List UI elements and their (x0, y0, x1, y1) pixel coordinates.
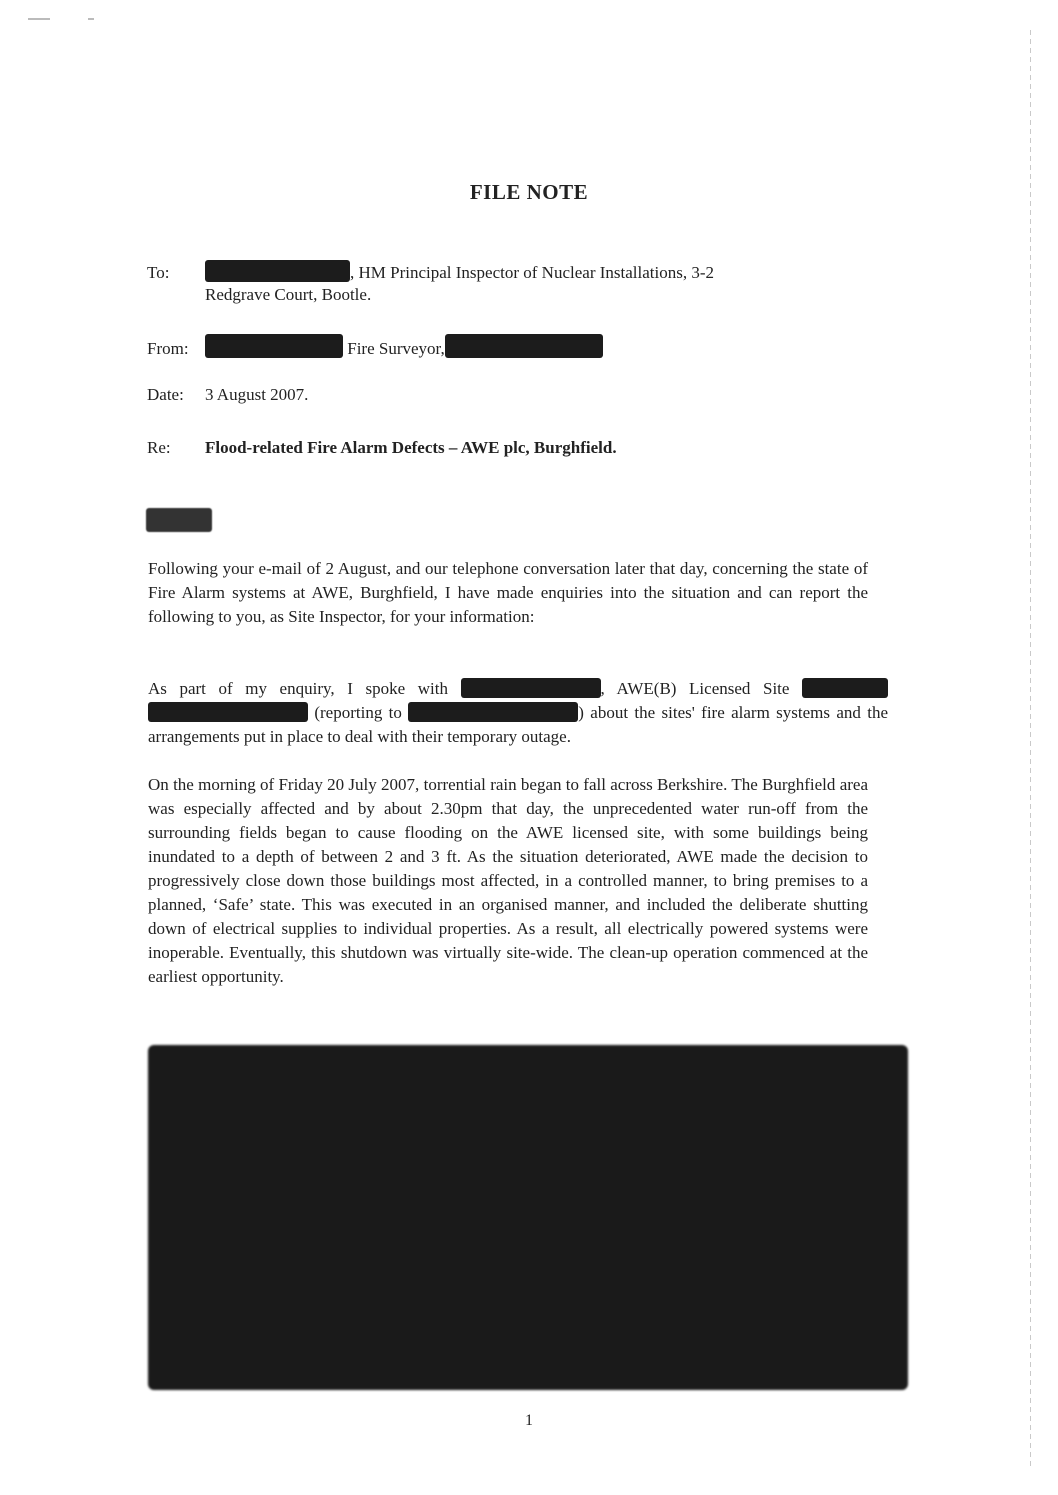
to-text-line2: Redgrave Court, Bootle. (205, 285, 372, 304)
from-text: Fire Surveyor, (347, 339, 445, 358)
date-text: 3 August 2007. (205, 385, 309, 404)
redaction (802, 678, 888, 698)
redaction (205, 334, 343, 358)
paragraph-text-part: (reporting to (314, 703, 402, 722)
to-field (147, 260, 714, 284)
redaction (148, 702, 308, 722)
scan-edge (1030, 30, 1031, 1470)
paragraph-3 (148, 773, 868, 989)
paragraph-text-part: , AWE(B) Licensed Site (600, 679, 790, 698)
re-text: Flood-related Fire Alarm Defects – AWE plc, Burghfield. (205, 438, 617, 457)
scan-mark (88, 18, 94, 20)
redaction (146, 508, 212, 532)
paragraph-1 (148, 557, 868, 629)
document-title: FILE NOTE (469, 180, 589, 204)
to-text: , HM Principal Inspector of Nuclear Installations, 3-2 (350, 263, 714, 282)
redaction (445, 334, 603, 358)
from-label: From: (147, 339, 189, 358)
re-label: Re: (147, 438, 171, 457)
redaction (408, 702, 578, 722)
from-field (147, 334, 603, 360)
re-field (147, 437, 617, 459)
paragraph-text: Following your e-mail of 2 August, and our telephone conversation later that day, concerning the state of Fire Alarm systems at AWE, Burghfield, I have made enquiries into the situation and can report the following to you, as Site Inspector, for your information: (148, 559, 868, 626)
paragraph-2 (148, 677, 888, 749)
paragraph-text (148, 677, 888, 749)
redaction-block (148, 1045, 908, 1390)
page-number: 1 (525, 1412, 533, 1429)
to-label: To: (147, 263, 170, 282)
date-field (147, 384, 308, 406)
redaction (205, 260, 350, 282)
paragraph-text-part: As part of my enquiry, I spoke with (148, 679, 448, 698)
paragraph-text: On the morning of Friday 20 July 2007, torrential rain began to fall across Berkshire. The Burghfield area was especially affected and by about 2.30pm that day, the unprecedented water run-off from the surrounding fields began to cause flooding on the AWE licensed site, with some buildings being inundated to a depth of between 2 and 3 ft. As the situation deteriorated, AWE made the decision to progressively close down those buildings most affected, in a controlled manner, to bring premises to a planned, ‘Safe’ state. This was executed in an organised manner, and included the deliberate shutting down of electrical supplies to individual properties. As a result, all electrically powered systems were inoperable. Eventually, this shutdown was virtually site-wide. The clean-up operation commenced at the earliest opportunity. (148, 775, 868, 986)
paragraph-text-part: ) about the sites' fire alarm systems and the arrangements put in place to deal with their temporary outage. (148, 703, 889, 746)
redaction (461, 678, 601, 698)
scan-mark (28, 18, 50, 20)
date-label: Date: (147, 385, 184, 404)
